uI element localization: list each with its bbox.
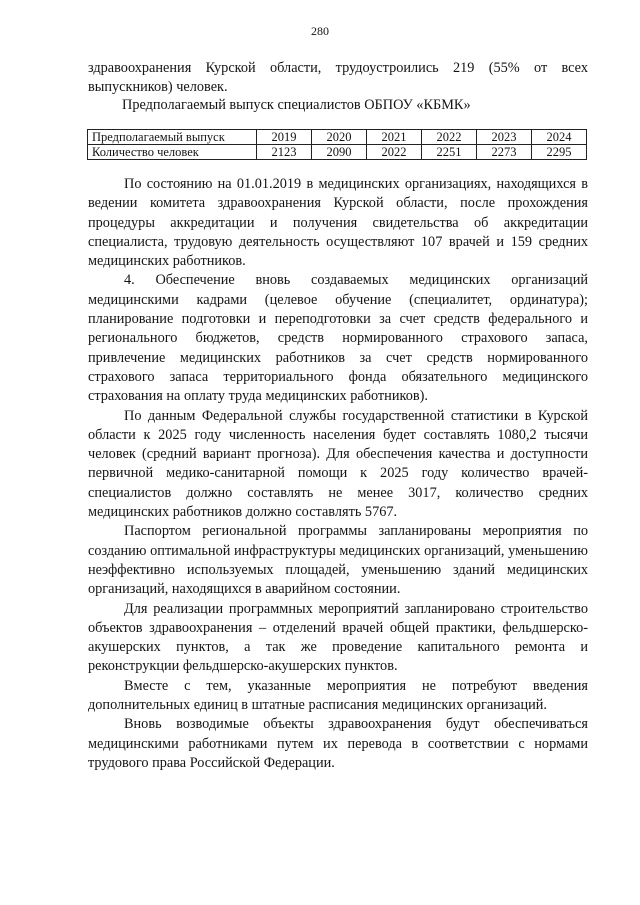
table-year-cell: 2020: [312, 130, 367, 145]
table-value-cell: 2090: [312, 145, 367, 160]
paragraph: Для реализации программных мероприятий запланировано строительство объектов здравоохранения – отделений врачей общей практики, фельдшерско-акушерских пунктов, а так же проведение капитального ремонта и реконструкции фельдшерско-акушерских пунктов.: [88, 600, 588, 675]
table-header-label: Предполагаемый выпуск: [88, 130, 257, 145]
table-row: [88, 145, 587, 160]
paragraph: Вместе с тем, указанные мероприятия не потребуют введения дополнительных единиц в штатные расписания медицинских организаций.: [88, 677, 588, 714]
table-title: Предполагаемый выпуск специалистов ОБПОУ «КБМК»: [122, 97, 471, 113]
table-row-label: Количество человек: [88, 145, 257, 160]
table-year-cell: 2021: [367, 130, 422, 145]
body-paragraphs: [88, 175, 588, 773]
table-value-cell: 2273: [477, 145, 532, 160]
table-value-cell: 2251: [422, 145, 477, 160]
table-value-cell: 2123: [257, 145, 312, 160]
paragraph: Вновь возводимые объекты здравоохранения будут обеспечиваться медицинскими работниками путем их перевода в соответствии с нормами трудового права Российской Федерации.: [88, 716, 588, 771]
graduates-table: [87, 129, 587, 160]
intro-paragraph: здравоохранения Курской области, трудоустроились 219 (55% от всех выпускников) человек.: [88, 60, 588, 96]
table-year-cell: 2024: [532, 130, 587, 145]
paragraph: Паспортом региональной программы запланированы мероприятия по созданию оптимальной инфраструктуры медицинских организаций, уменьшению неэффективно используемых площадей, уменьшению зданий медицинских организаций, находящихся в аварийном состоянии.: [88, 523, 588, 598]
paragraph: 4. Обеспечение вновь создаваемых медицинских организаций медицинскими кадрами (целевое обучение (специалитет, ординатура); планирование подготовки и переподготовки за счет средств федерального и регионального бюджетов, средств нормированного страхового запаса, привлечение медицинских работников за счет средств нормированного страхового запаса территориального фонда обязательного медицинского страхования на оплату труда медицинских работников).: [88, 272, 588, 405]
page-number: 280: [311, 24, 329, 38]
paragraph: По состоянию на 01.01.2019 в медицинских организациях, находящихся в ведении комитета здравоохранения Курской области, после прохождения процедуры аккредитации и получения свидетельства об аккредитации специалиста, трудовую деятельность осуществляют 107 врачей и 159 средних медицинских работников.: [88, 176, 588, 270]
table-year-cell: 2023: [477, 130, 532, 145]
table-year-cell: 2022: [422, 130, 477, 145]
table-value-cell: 2022: [367, 145, 422, 160]
paragraph: По данным Федеральной службы государственной статистики в Курской области к 2025 году численность населения будет составлять 1080,2 тысячи человек (средний вариант прогноза). Для обеспечения качества и доступности первичной медико-санитарной помощи к 2025 году количество врачей-специалистов должно составлять не менее 3017, количество средних медицинских работников должно составлять 5767.: [88, 407, 588, 521]
table-header-row: [88, 130, 587, 145]
table-year-cell: 2019: [257, 130, 312, 145]
table-value-cell: 2295: [532, 145, 587, 160]
